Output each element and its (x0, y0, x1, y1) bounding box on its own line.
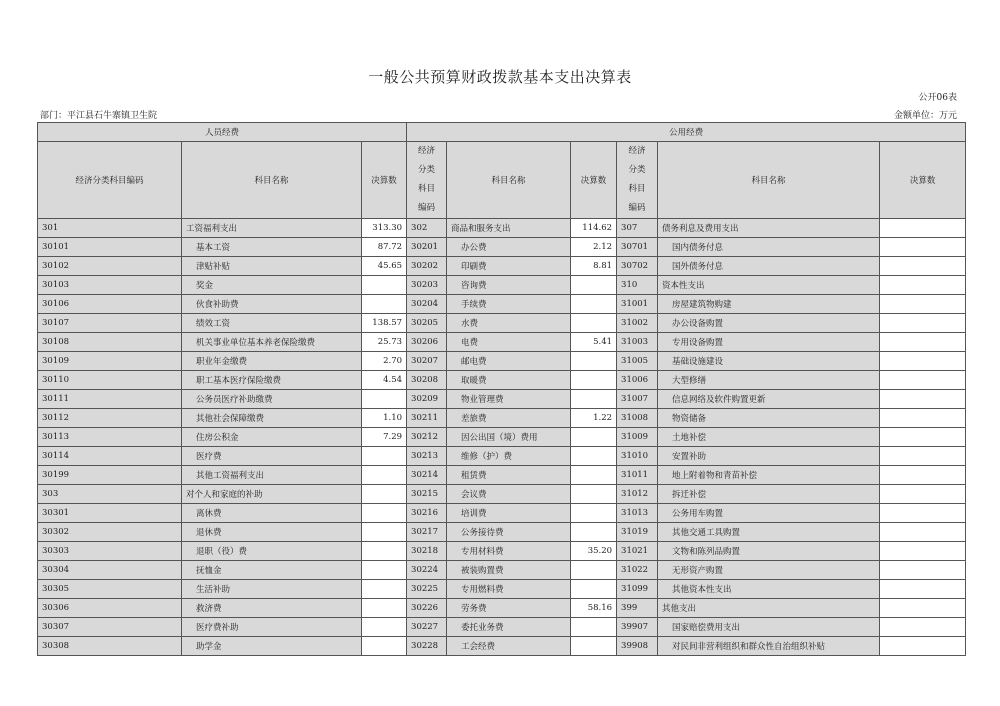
table-row (38, 428, 966, 447)
name-cell: 基础设施建设 (658, 352, 880, 371)
table-row (38, 352, 966, 371)
header-code-small-line: 科目 (418, 184, 436, 194)
amount-cell (362, 618, 407, 637)
name-cell: 专用燃料费 (447, 580, 571, 599)
name-cell: 无形资产购置 (658, 561, 880, 580)
name-cell: 退职（役）费 (182, 542, 362, 561)
code-cell: 30224 (407, 561, 447, 580)
page-title: 一般公共预算财政拨款基本支出决算表 (368, 68, 632, 86)
name-cell: 文物和陈列品购置 (658, 542, 880, 561)
table-row (38, 390, 966, 409)
amount-cell: 87.72 (362, 238, 407, 257)
header-code-small-line: 编码 (418, 203, 436, 213)
table-row (38, 504, 966, 523)
header-name: 科目名称 (447, 142, 571, 219)
header-code-small (617, 142, 658, 219)
code-cell: 31005 (617, 352, 658, 371)
name-cell: 基本工资 (182, 238, 362, 257)
code-cell: 31006 (617, 371, 658, 390)
name-cell: 手续费 (447, 295, 571, 314)
code-cell: 30701 (617, 238, 658, 257)
name-cell: 对民间非营利组织和群众性自治组织补贴 (658, 637, 880, 656)
amount-cell (362, 504, 407, 523)
code-cell: 30204 (407, 295, 447, 314)
code-cell: 31099 (617, 580, 658, 599)
amount-cell (880, 219, 966, 238)
code-cell: 39907 (617, 618, 658, 637)
code-cell: 31021 (617, 542, 658, 561)
amount-cell: 114.62 (571, 219, 617, 238)
amount-cell (880, 238, 966, 257)
amount-cell (362, 466, 407, 485)
code-cell: 303 (38, 485, 182, 504)
header-code-small-line: 科目 (628, 184, 646, 194)
name-cell: 其他交通工具购置 (658, 523, 880, 542)
code-cell: 31019 (617, 523, 658, 542)
table-row (38, 599, 966, 618)
name-cell: 物业管理费 (447, 390, 571, 409)
name-cell: 工资福利支出 (182, 219, 362, 238)
amount-cell (571, 637, 617, 656)
header-amount: 决算数 (880, 142, 966, 219)
group-personnel: 人员经费 (38, 123, 407, 142)
table-row (38, 371, 966, 390)
amount-cell (571, 371, 617, 390)
header-code-small-line: 编码 (628, 203, 646, 213)
amount-cell (880, 466, 966, 485)
amount-cell (571, 466, 617, 485)
name-cell: 公务员医疗补助缴费 (182, 390, 362, 409)
name-cell: 住房公积金 (182, 428, 362, 447)
name-cell: 医疗费 (182, 447, 362, 466)
amount-cell: 2.12 (571, 238, 617, 257)
code-cell: 30203 (407, 276, 447, 295)
code-cell: 30110 (38, 371, 182, 390)
header-code-small (407, 142, 447, 219)
name-cell: 物资储备 (658, 409, 880, 428)
code-cell: 30214 (407, 466, 447, 485)
amount-cell (880, 333, 966, 352)
group-header-row (38, 123, 966, 142)
name-cell: 专用设备购置 (658, 333, 880, 352)
header-code-small-line: 分类 (628, 165, 646, 175)
group-public: 公用经费 (407, 123, 966, 142)
header-code-small-line: 分类 (418, 165, 436, 175)
amount-cell (571, 580, 617, 599)
amount-cell (362, 485, 407, 504)
amount-cell: 2.70 (362, 352, 407, 371)
amount-cell (362, 561, 407, 580)
table-row (38, 618, 966, 637)
name-cell: 助学金 (182, 637, 362, 656)
code-cell: 30212 (407, 428, 447, 447)
code-cell: 30103 (38, 276, 182, 295)
code-cell: 30308 (38, 637, 182, 656)
amount-cell: 45.65 (362, 257, 407, 276)
name-cell: 其他支出 (658, 599, 880, 618)
amount-cell (571, 618, 617, 637)
amount-cell (880, 390, 966, 409)
amount-cell (362, 295, 407, 314)
table-row (38, 561, 966, 580)
amount-cell (571, 276, 617, 295)
name-cell: 债务利息及费用支出 (658, 219, 880, 238)
name-cell: 工会经费 (447, 637, 571, 656)
code-cell: 31007 (617, 390, 658, 409)
code-cell: 31012 (617, 485, 658, 504)
amount-cell: 35.20 (571, 542, 617, 561)
code-cell: 30107 (38, 314, 182, 333)
code-cell: 30305 (38, 580, 182, 599)
amount-cell (362, 637, 407, 656)
amount-cell: 1.22 (571, 409, 617, 428)
code-cell: 30101 (38, 238, 182, 257)
table-row (38, 333, 966, 352)
code-cell: 30218 (407, 542, 447, 561)
code-cell: 30302 (38, 523, 182, 542)
table-row (38, 257, 966, 276)
code-cell: 30226 (407, 599, 447, 618)
name-cell: 国内债务付息 (658, 238, 880, 257)
code-cell: 302 (407, 219, 447, 238)
table-row (38, 219, 966, 238)
name-cell: 其他工资福利支出 (182, 466, 362, 485)
table-row (38, 637, 966, 656)
amount-cell: 313.30 (362, 219, 407, 238)
name-cell: 津贴补贴 (182, 257, 362, 276)
code-cell: 30702 (617, 257, 658, 276)
name-cell: 医疗费补助 (182, 618, 362, 637)
amount-cell (362, 599, 407, 618)
amount-cell (571, 428, 617, 447)
name-cell: 商品和服务支出 (447, 219, 571, 238)
name-cell: 印刷费 (447, 257, 571, 276)
name-cell: 租赁费 (447, 466, 571, 485)
table-row (38, 466, 966, 485)
name-cell: 生活补助 (182, 580, 362, 599)
amount-cell (362, 580, 407, 599)
header-code-small-line: 经济 (418, 146, 436, 156)
name-cell: 其他资本性支出 (658, 580, 880, 599)
code-cell: 30199 (38, 466, 182, 485)
name-cell: 大型修缮 (658, 371, 880, 390)
code-cell: 31010 (617, 447, 658, 466)
amount-cell: 58.16 (571, 599, 617, 618)
name-cell: 委托业务费 (447, 618, 571, 637)
name-cell: 办公设备购置 (658, 314, 880, 333)
unit-label: 金额单位：万元 (893, 111, 957, 121)
amount-cell (880, 352, 966, 371)
name-cell: 专用材料费 (447, 542, 571, 561)
name-cell: 拆迁补偿 (658, 485, 880, 504)
amount-cell (880, 637, 966, 656)
amount-cell (362, 542, 407, 561)
name-cell: 资本性支出 (658, 276, 880, 295)
code-cell: 30108 (38, 333, 182, 352)
name-cell: 职工基本医疗保险缴费 (182, 371, 362, 390)
code-cell: 30215 (407, 485, 447, 504)
amount-cell (571, 561, 617, 580)
name-cell: 培训费 (447, 504, 571, 523)
name-cell: 安置补助 (658, 447, 880, 466)
name-cell: 公务用车购置 (658, 504, 880, 523)
name-cell: 信息网络及软件购置更新 (658, 390, 880, 409)
name-cell: 被装购置费 (447, 561, 571, 580)
amount-cell (880, 295, 966, 314)
code-cell: 301 (38, 219, 182, 238)
code-cell: 31008 (617, 409, 658, 428)
amount-cell (571, 295, 617, 314)
name-cell: 抚恤金 (182, 561, 362, 580)
amount-cell (571, 523, 617, 542)
name-cell: 职业年金缴费 (182, 352, 362, 371)
name-cell: 地上附着物和青苗补偿 (658, 466, 880, 485)
name-cell: 伙食补助费 (182, 295, 362, 314)
header-name: 科目名称 (658, 142, 880, 219)
code-cell: 31009 (617, 428, 658, 447)
name-cell: 取暖费 (447, 371, 571, 390)
code-cell: 31002 (617, 314, 658, 333)
amount-cell: 8.81 (571, 257, 617, 276)
code-cell: 30114 (38, 447, 182, 466)
amount-cell: 1.10 (362, 409, 407, 428)
code-cell: 31022 (617, 561, 658, 580)
amount-cell (571, 390, 617, 409)
code-cell: 30209 (407, 390, 447, 409)
table-row (38, 485, 966, 504)
name-cell: 差旅费 (447, 409, 571, 428)
amount-cell (880, 599, 966, 618)
name-cell: 土地补偿 (658, 428, 880, 447)
code-cell: 30211 (407, 409, 447, 428)
header-code-small-line: 经济 (628, 146, 646, 156)
header-amount: 决算数 (571, 142, 617, 219)
amount-cell (880, 523, 966, 542)
name-cell: 房屋建筑物购建 (658, 295, 880, 314)
code-cell: 30213 (407, 447, 447, 466)
amount-cell (571, 447, 617, 466)
header-name: 科目名称 (182, 142, 362, 219)
amount-cell (880, 504, 966, 523)
code-cell: 30112 (38, 409, 182, 428)
code-cell: 30201 (407, 238, 447, 257)
code-cell: 30304 (38, 561, 182, 580)
expenditure-table (37, 122, 966, 656)
code-cell: 30111 (38, 390, 182, 409)
code-cell: 31011 (617, 466, 658, 485)
amount-cell (880, 618, 966, 637)
code-cell: 30106 (38, 295, 182, 314)
code-cell: 39908 (617, 637, 658, 656)
department-label: 部门：平江县石牛寨镇卫生院 (40, 111, 158, 121)
amount-cell (571, 314, 617, 333)
header-amount: 决算数 (362, 142, 407, 219)
amount-cell: 138.57 (362, 314, 407, 333)
code-cell: 30307 (38, 618, 182, 637)
table-row (38, 409, 966, 428)
name-cell: 电费 (447, 333, 571, 352)
amount-cell (880, 257, 966, 276)
amount-cell (880, 276, 966, 295)
code-cell: 310 (617, 276, 658, 295)
code-cell: 30207 (407, 352, 447, 371)
amount-cell (880, 314, 966, 333)
amount-cell (880, 447, 966, 466)
code-cell: 30216 (407, 504, 447, 523)
name-cell: 会议费 (447, 485, 571, 504)
name-cell: 办公费 (447, 238, 571, 257)
table-row (38, 295, 966, 314)
table-row (38, 447, 966, 466)
table-row (38, 580, 966, 599)
code-cell: 31013 (617, 504, 658, 523)
table-row (38, 314, 966, 333)
code-cell: 30102 (38, 257, 182, 276)
amount-cell: 7.29 (362, 428, 407, 447)
table-row (38, 238, 966, 257)
name-cell: 离休费 (182, 504, 362, 523)
column-header-row (38, 142, 966, 219)
name-cell: 劳务费 (447, 599, 571, 618)
amount-cell (880, 580, 966, 599)
name-cell: 水费 (447, 314, 571, 333)
name-cell: 奖金 (182, 276, 362, 295)
name-cell: 维修（护）费 (447, 447, 571, 466)
code-cell: 30202 (407, 257, 447, 276)
name-cell: 退休费 (182, 523, 362, 542)
amount-cell: 4.54 (362, 371, 407, 390)
code-cell: 30301 (38, 504, 182, 523)
form-number: 公开06表 (918, 93, 957, 103)
name-cell: 因公出国（境）费用 (447, 428, 571, 447)
code-cell: 30227 (407, 618, 447, 637)
amount-cell (571, 485, 617, 504)
name-cell: 绩效工资 (182, 314, 362, 333)
table-row (38, 523, 966, 542)
code-cell: 30205 (407, 314, 447, 333)
code-cell: 30113 (38, 428, 182, 447)
amount-cell (880, 485, 966, 504)
amount-cell: 25.73 (362, 333, 407, 352)
amount-cell (571, 504, 617, 523)
name-cell: 国外债务付息 (658, 257, 880, 276)
name-cell: 咨询费 (447, 276, 571, 295)
name-cell: 救济费 (182, 599, 362, 618)
code-cell: 30109 (38, 352, 182, 371)
amount-cell (880, 542, 966, 561)
table-row (38, 276, 966, 295)
amount-cell (880, 428, 966, 447)
header-code: 经济分类科目编码 (38, 142, 182, 219)
code-cell: 30217 (407, 523, 447, 542)
name-cell: 机关事业单位基本养老保险缴费 (182, 333, 362, 352)
amount-cell (362, 447, 407, 466)
name-cell: 对个人和家庭的补助 (182, 485, 362, 504)
amount-cell (571, 352, 617, 371)
code-cell: 31003 (617, 333, 658, 352)
code-cell: 30228 (407, 637, 447, 656)
amount-cell (880, 561, 966, 580)
amount-cell (362, 390, 407, 409)
code-cell: 30306 (38, 599, 182, 618)
name-cell: 公务接待费 (447, 523, 571, 542)
amount-cell (880, 409, 966, 428)
code-cell: 307 (617, 219, 658, 238)
name-cell: 其他社会保障缴费 (182, 409, 362, 428)
code-cell: 30303 (38, 542, 182, 561)
code-cell: 30208 (407, 371, 447, 390)
code-cell: 31001 (617, 295, 658, 314)
amount-cell (880, 371, 966, 390)
code-cell: 30225 (407, 580, 447, 599)
name-cell: 国家赔偿费用支出 (658, 618, 880, 637)
code-cell: 30206 (407, 333, 447, 352)
amount-cell: 5.41 (571, 333, 617, 352)
name-cell: 邮电费 (447, 352, 571, 371)
table-row (38, 542, 966, 561)
amount-cell (362, 276, 407, 295)
amount-cell (362, 523, 407, 542)
code-cell: 399 (617, 599, 658, 618)
